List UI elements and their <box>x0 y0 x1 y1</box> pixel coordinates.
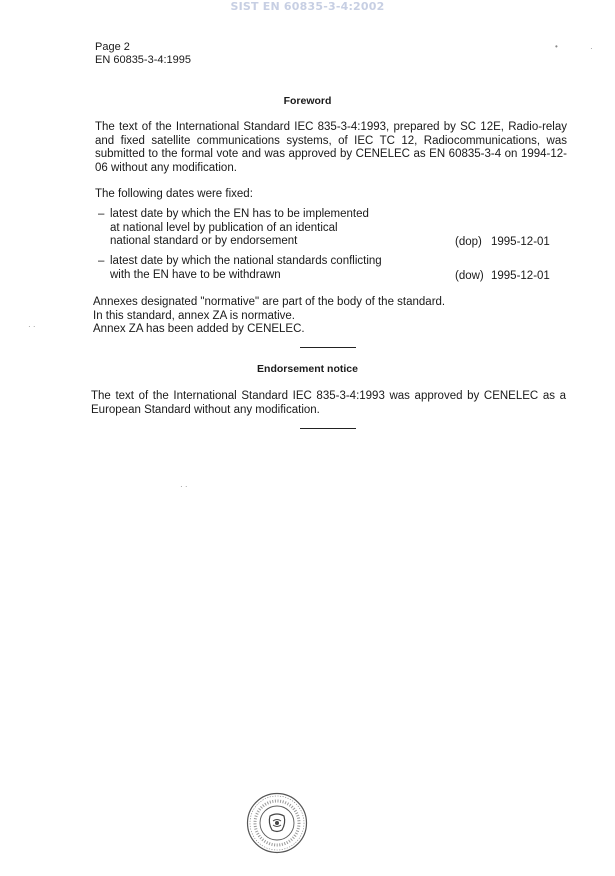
seal-stamp-icon <box>246 792 308 854</box>
section-divider <box>300 347 356 348</box>
date-code: (dop) <box>455 236 482 248</box>
date-value: 1995-12-01 <box>491 270 550 282</box>
annex-note: Annexes designated "normative" are part of the body of the standard. In this standard, annex ZA is normative. Annex ZA has been added by CENELEC. <box>93 296 446 336</box>
foreword-title: Foreword <box>283 95 332 107</box>
scan-speck: · <box>590 44 593 53</box>
doc-number: EN 60835-3-4:1995 <box>95 54 192 66</box>
foreword-intro: The text of the International Standard IEC 835-3-4:1993, prepared by SC 12E, Radio-relay and fixed satellite communications systems, of IEC TC 12, Radiocommunications, was submitted to the formal vote and was approved by CENELEC as EN 60835-3-4 on 1994-12-06 without any modification. <box>95 121 567 174</box>
endorsement-title: Endorsement notice <box>257 363 358 375</box>
dates-intro: The following dates were fixed: <box>95 188 253 200</box>
page-label: Page 2 <box>95 41 130 53</box>
scan-speck: · · <box>28 322 36 331</box>
scan-speck: • <box>555 42 558 51</box>
date-item-text: latest date by which the national standards conflicting with the EN have to be withdrawn <box>110 255 382 281</box>
date-item-dow <box>98 255 558 283</box>
page-header <box>95 41 191 67</box>
list-dash: – <box>98 208 105 220</box>
scan-speck: · · <box>180 482 188 491</box>
endorsement-text: The text of the International Standard IEC 835-3-4:1993 was approved by CENELEC as a European Standard without any modification. <box>91 390 566 416</box>
date-code: (dow) <box>455 270 484 282</box>
date-item-dop <box>98 208 558 250</box>
list-dash: – <box>98 255 105 267</box>
date-value: 1995-12-01 <box>491 236 550 248</box>
date-item-text: latest date by which the EN has to be implemented at national level by publication of an identical national standard or by endorsement <box>110 208 369 247</box>
watermark: SIST EN 60835-3-4:2002 <box>230 0 385 13</box>
section-divider <box>300 428 356 429</box>
